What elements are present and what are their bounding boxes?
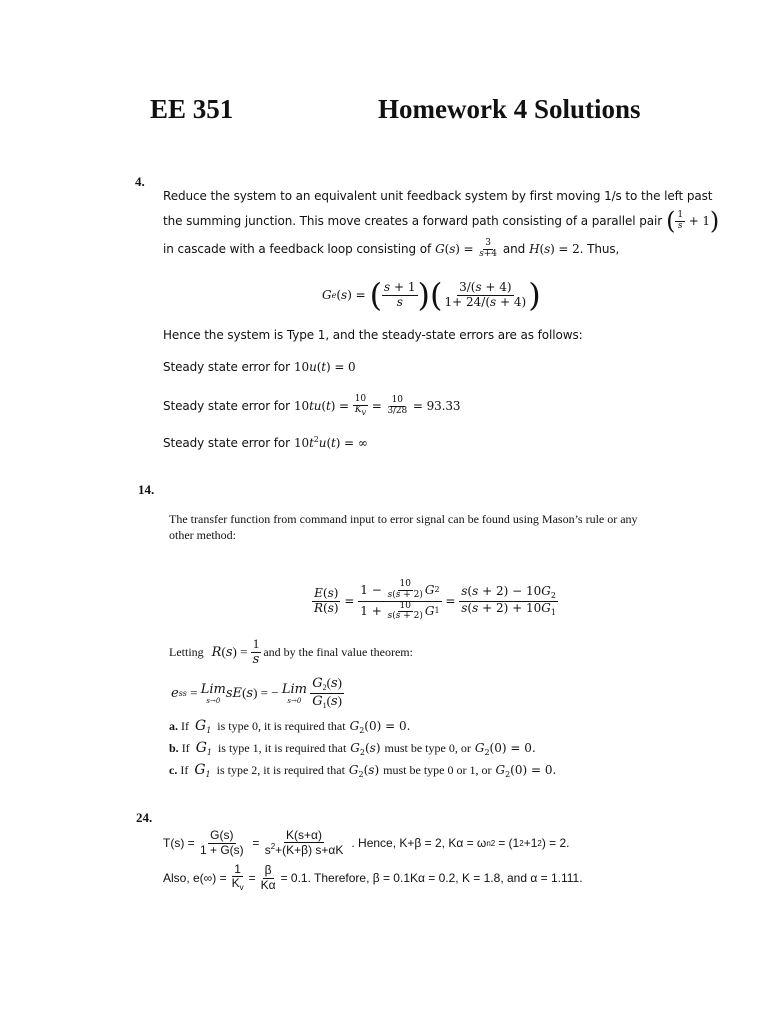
problem-14-intro-1: The transfer function from command input to error signal can be found using Mason’s rule or any [169, 512, 638, 526]
case-a-if: If [181, 719, 189, 733]
problem-4-number: 4. [135, 174, 145, 189]
error-ramp [163, 392, 460, 420]
problem-4-line-2 [163, 208, 719, 234]
problem-24-therefore: = 0.1. Therefore, β = 0.1Kα = 0.2, K = 1.8, and α = 1.111. [280, 871, 583, 885]
hence-type-1: Hence the system is Type 1, and the steady-state errors are as follows: [163, 328, 583, 342]
case-b-g2: $G_2(s)$ [350, 740, 381, 757]
error-ramp-result: = 93.33 [412, 399, 461, 413]
g1-symbol: $G_1$ [194, 762, 211, 779]
error-ramp-label: Steady state error for [163, 399, 290, 413]
error-step [163, 360, 356, 374]
case-c-if: If [180, 763, 189, 777]
problem-24-also: Also, e(∞) = [163, 871, 227, 885]
g1-symbol: $G_1$ [195, 718, 212, 735]
case-c [169, 762, 556, 779]
error-parabola-label: Steady state error for [163, 435, 290, 450]
case-b-if: If [181, 741, 190, 755]
parallel-pair-expr: ( $\frac{1}{s}$ + 1 ) [666, 207, 720, 235]
beta-over-kalpha: $\frac{\beta}{K\alpha}$ [260, 863, 276, 892]
error-step-expr: 10u(t) = 0 [293, 360, 356, 374]
error-step-label: Steady state error for [163, 360, 290, 374]
page-title: Homework 4 Solutions [378, 94, 641, 124]
case-b-text-2: must be type 0, or [384, 741, 471, 755]
problem-4-line-3 [163, 236, 619, 262]
problem-24-line-1: T(s) = $\frac{G(s)}{1 + G(s)}$ = $\frac{K(s+\alpha)}{s^2+(K+\beta) s+\alpha K}$ . Hence, K+β = 2, Kα = ω n 2 = (1 2 +1 2 ) = 2. [163, 827, 570, 857]
case-c-label: c. [169, 763, 178, 777]
ess-equation: e ss = Lim s→0 sE ( s ) = − Lim s→0 $\frac{G_2(s)}{G_1(s)}$ [171, 674, 342, 710]
case-b-text: is type 1, it is required that [217, 741, 347, 755]
line-2-text: the summing junction. This move creates a forward path consisting of a parallel pair [163, 214, 663, 228]
problem-24-hence-end: = (1 [498, 836, 520, 850]
problem-14-intro-2: other method: [169, 528, 236, 542]
letting-line [169, 634, 413, 670]
g1-symbol: $G_1$ [195, 740, 212, 757]
case-b-expr: $G_2(0) = 0$. [474, 740, 536, 757]
course-code: EE 351 [150, 94, 234, 124]
line-3-text-b: and [502, 242, 526, 256]
error-transfer-equation: $\frac{E(s)}{R(s)}$ = 1 − $\frac{10}{s(s + 2)}$ G 2 1 + $\frac{10}{s(s + 2)}$ G 1 = $\frac{s(s + 2) - 10G_2}{s(s + 2) + 10G_1}$ [314, 578, 556, 622]
error-parabola [163, 435, 368, 450]
case-c-text-2: must be type 0 or 1, or [383, 763, 492, 777]
problem-4-line-1: Reduce the system to an equivalent unit feedback system by first moving 1/s to the left past [163, 189, 713, 203]
t-of-s-expr: T(s) = $\frac{G(s)}{1 + G(s)}$ = $\frac{K(s+\alpha)}{s^2+(K+\beta) s+\alpha K}$ [163, 827, 344, 857]
case-a-label: a. [169, 719, 178, 733]
one-over-kv: $\frac{1}{K_v}$ [231, 862, 244, 893]
error-ramp-expr: 10 tu ( t ) = $\frac{10}{Kv}$ = $\frac{10}{3/28}$ = 93.33 [293, 393, 461, 417]
line-3-text-a: in cascade with a feedback loop consisting of [163, 242, 432, 256]
case-c-expr: $G_2(0) = 0$. [495, 762, 557, 779]
case-a-text: is type 0, it is required that [217, 719, 346, 733]
case-b-label: b. [169, 741, 179, 755]
case-b [169, 740, 536, 757]
fvt-label: and by the final value theorem: [263, 644, 413, 659]
g-of-s-expr: G ( s ) = $\frac{3}{s+4}$ [435, 237, 497, 259]
letting-label: Letting [169, 644, 204, 659]
problem-14-number: 14. [138, 482, 155, 497]
problem-24-hence: . Hence, K+β = 2, Kα = ω [351, 836, 487, 850]
r-of-s-expr: R ( s ) = $\frac{1}{s}$ [211, 636, 260, 667]
case-c-text: is type 2, it is required that [216, 763, 345, 777]
problem-24-number: 24. [136, 810, 153, 825]
h-of-s-expr: H(s) = 2 [529, 242, 580, 256]
case-a-expr: $G_2(0) = 0$. [349, 718, 411, 735]
line-3-text-c: . Thus, [579, 242, 620, 256]
error-parabola-expr: $10t^2u(t)$ = ∞ [293, 435, 368, 450]
problem-24-line-2: Also, e(∞) = $\frac{1}{K_v}$ = $\frac{\beta}{K\alpha}$ = 0.1. Therefore, β = 0.1Kα = 0.2, K = 1.8, and α = 1.111. [163, 862, 583, 893]
ge-equation: G e ( s ) = ( $\frac{s + 1}{s}$ ) ( $\frac{3/(s + 4)}{1+ 24/(s + 4)}$ ) [322, 276, 541, 314]
case-a [169, 718, 410, 735]
case-c-g2: $G_2(s)$ [348, 762, 380, 779]
